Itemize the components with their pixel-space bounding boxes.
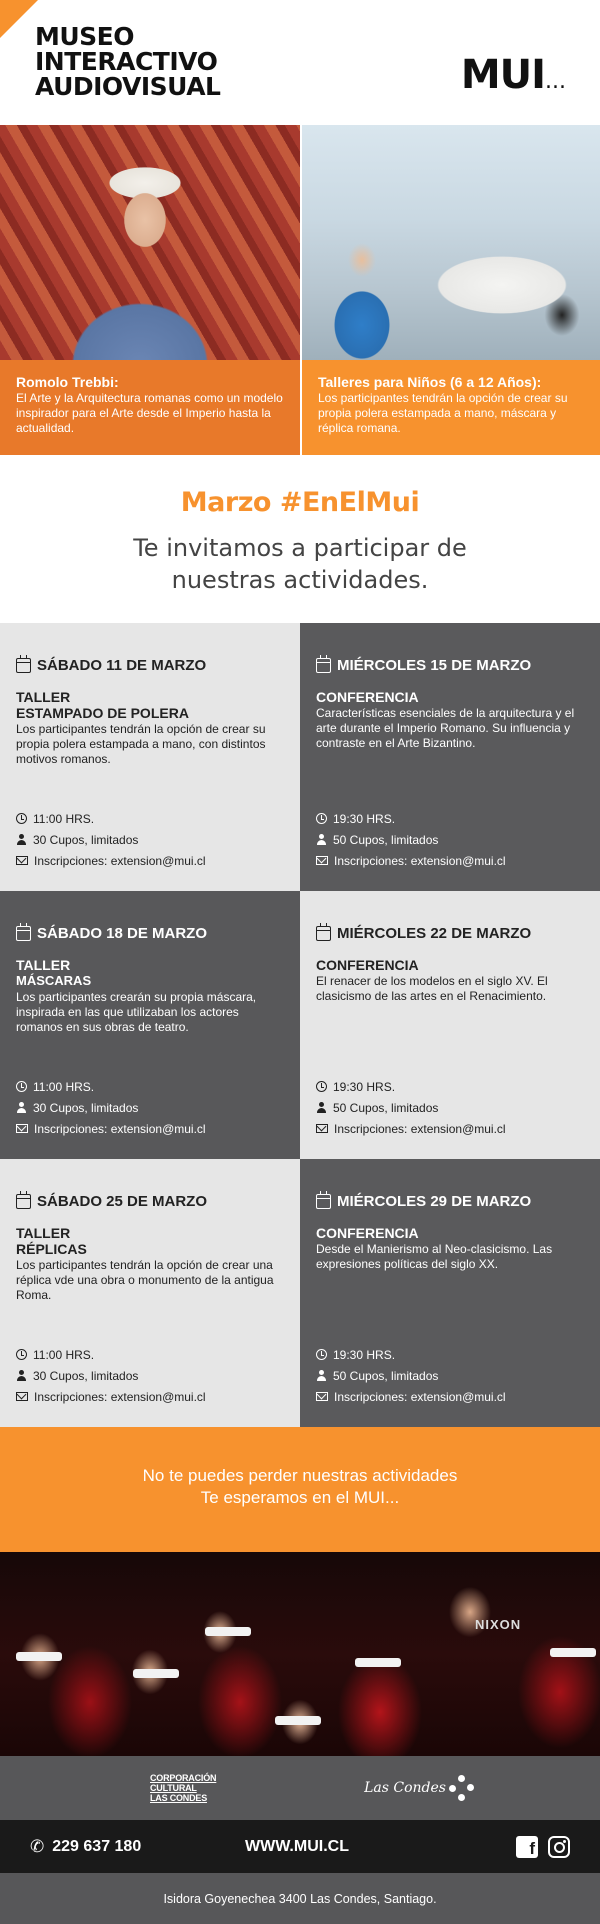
- event-contact[interactable]: Inscripciones: extension@mui.cl: [34, 1121, 206, 1136]
- mail-icon: [316, 856, 328, 865]
- sponsors-bar: [0, 1756, 600, 1820]
- event-date: [16, 925, 284, 942]
- calendar-icon: [16, 658, 31, 673]
- event-card: [0, 891, 300, 1159]
- event-description: Los participantes tendrán la opción de crear una réplica vde una obra o monumento de la antigua Roma.: [16, 1258, 274, 1302]
- banner-line-2: Te esperamos en el MUI...: [200, 1488, 400, 1507]
- event-card: [300, 623, 600, 891]
- event-capacity: 50 Cupos, limitados: [333, 1100, 439, 1115]
- event-time: 19:30 HRS.: [333, 1347, 396, 1362]
- feature-talleres-ninos[interactable]: [300, 125, 600, 455]
- event-date: [16, 1193, 284, 1210]
- corp-line-2: CULTURAL: [150, 1783, 197, 1793]
- event-contact[interactable]: Inscripciones: extension@mui.cl: [334, 853, 506, 868]
- event-capacity: 50 Cupos, limitados: [333, 832, 439, 847]
- event-meta: [316, 1076, 506, 1139]
- footer-address: Isidora Goyenechea 3400 Las Condes, Santiago.: [163, 1892, 437, 1906]
- romolo-trebbi-photo: [0, 125, 300, 360]
- event-description: Desde el Manierismo al Neo-clasicismo. Las expresiones políticas del siglo XX.: [316, 1242, 553, 1271]
- feature-title: Romolo Trebbi:: [16, 374, 119, 390]
- event-type: TALLER: [16, 957, 71, 973]
- corner-accent: [0, 0, 38, 38]
- event-meta: [316, 808, 506, 871]
- user-icon: [316, 1370, 327, 1381]
- event-date-text: MIÉRCOLES 15 DE MARZO: [337, 657, 532, 674]
- contact-bar: [0, 1820, 600, 1873]
- header: [0, 0, 600, 125]
- facebook-icon[interactable]: f: [516, 1836, 538, 1858]
- events-grid: [0, 623, 600, 1427]
- user-icon: [16, 1370, 27, 1381]
- event-type: TALLER: [16, 1225, 71, 1241]
- calendar-icon: [316, 1194, 331, 1209]
- event-card: [300, 891, 600, 1159]
- logo-line-2: INTERACTIVO: [35, 47, 218, 76]
- user-icon: [16, 834, 27, 845]
- intro: [0, 455, 600, 623]
- clock-icon: [16, 813, 27, 824]
- event-date: [316, 1193, 584, 1210]
- clock-icon: [16, 1349, 27, 1360]
- event-meta: [16, 808, 206, 871]
- mail-icon: [16, 1124, 28, 1133]
- 3d-glasses: [550, 1648, 596, 1657]
- event-date-text: SÁBADO 25 DE MARZO: [37, 1193, 208, 1210]
- clock-icon: [316, 813, 327, 824]
- feature-caption: [0, 360, 300, 455]
- event-card: [300, 1159, 600, 1427]
- feature-text: Los participantes tendrán la opción de crear su propia polera estampada a mano, máscara y réplica romana.: [318, 391, 568, 435]
- calendar-icon: [316, 658, 331, 673]
- event-card: [0, 1159, 300, 1427]
- event-date-text: MIÉRCOLES 22 DE MARZO: [337, 925, 532, 942]
- website-link[interactable]: WWW.MUI.CL: [245, 1837, 349, 1855]
- 3d-glasses: [16, 1652, 62, 1661]
- phone-icon: ✆: [30, 1836, 45, 1856]
- mui-logo[interactable]: [461, 52, 566, 98]
- footer: [0, 1873, 600, 1924]
- las-condes-text: Las Condes: [364, 1780, 446, 1796]
- mail-icon: [316, 1392, 328, 1401]
- corp-line-1: CORPORACIÓN: [150, 1773, 217, 1783]
- event-time: 11:00 HRS.: [33, 1079, 95, 1094]
- mui-logo-dots: ...: [545, 69, 566, 94]
- event-subtitle: MÁSCARAS: [16, 973, 92, 988]
- event-contact[interactable]: Inscripciones: extension@mui.cl: [34, 1389, 206, 1404]
- event-date: [316, 657, 584, 674]
- las-condes-logo[interactable]: [364, 1775, 475, 1801]
- 3d-glasses: [355, 1658, 401, 1667]
- mui-logo-text: MUI: [460, 52, 546, 98]
- corporacion-cultural-logo[interactable]: [150, 1773, 216, 1803]
- molecule-icon: [449, 1775, 475, 1801]
- shirt-print: NIXON: [475, 1617, 522, 1632]
- event-description: Los participantes tendrán la opción de crear su propia polera estampada a mano, con distintos motivos romanos.: [16, 722, 266, 766]
- event-subtitle: RÉPLICAS: [16, 1241, 87, 1257]
- event-time: 11:00 HRS.: [33, 811, 95, 826]
- calendar-icon: [316, 926, 331, 941]
- event-capacity: 30 Cupos, limitados: [33, 1368, 139, 1383]
- mail-icon: [316, 1124, 328, 1133]
- user-icon: [16, 1102, 27, 1113]
- phone-number: 229 637 180: [52, 1837, 142, 1855]
- event-contact[interactable]: Inscripciones: extension@mui.cl: [334, 1389, 506, 1404]
- logo-line-1: MUSEO: [35, 22, 135, 51]
- intro-line-1: Te invitamos a participar de: [133, 534, 467, 562]
- calendar-icon: [16, 1194, 31, 1209]
- event-time: 11:00 HRS.: [33, 1347, 95, 1362]
- event-description: El renacer de los modelos en el siglo XV. El clasicismo de las artes en el Renacimiento.: [316, 974, 548, 1003]
- event-card: [0, 623, 300, 891]
- event-date-text: SÁBADO 11 DE MARZO: [37, 657, 207, 674]
- social-links: [516, 1836, 570, 1858]
- 3d-glasses: [133, 1669, 179, 1678]
- event-capacity: 30 Cupos, limitados: [33, 1100, 139, 1115]
- event-meta: [316, 1344, 506, 1407]
- intro-title: Marzo #EnElMui: [180, 487, 420, 518]
- instagram-icon[interactable]: [548, 1836, 570, 1858]
- clock-icon: [16, 1081, 27, 1092]
- event-date: [16, 657, 284, 674]
- event-date-text: SÁBADO 18 DE MARZO: [37, 925, 208, 942]
- mail-icon: [16, 1392, 28, 1401]
- promo-banner: [0, 1427, 600, 1552]
- museum-logo[interactable]: [35, 24, 220, 99]
- logo-line-3: AUDIOVISUAL: [35, 72, 221, 101]
- feature-row: [0, 125, 600, 455]
- feature-text: El Arte y la Arquitectura romanas como un modelo inspirador para el Arte desde el Imperio hasta la actualidad.: [16, 391, 283, 435]
- feature-title: Talleres para Niños (6 a 12 Años):: [318, 374, 542, 390]
- event-description: Características esenciales de la arquitectura y el arte durante el Imperio Romano. Su influencia y contraste en el Arte Bizantino.: [316, 706, 575, 750]
- event-subtitle: ESTAMPADO DE POLERA: [16, 705, 189, 721]
- event-contact[interactable]: Inscripciones: extension@mui.cl: [34, 853, 206, 868]
- 3d-glasses: [205, 1627, 251, 1636]
- event-contact[interactable]: Inscripciones: extension@mui.cl: [334, 1121, 506, 1136]
- event-type: CONFERENCIA: [316, 689, 419, 705]
- cinema-audience-photo: [0, 1552, 600, 1756]
- event-meta: [16, 1344, 206, 1407]
- user-icon: [316, 834, 327, 845]
- feature-romolo-trebbi[interactable]: [0, 125, 300, 455]
- event-capacity: 30 Cupos, limitados: [33, 832, 139, 847]
- banner-line-1: No te puedes perder nuestras actividades: [142, 1466, 458, 1485]
- 3d-glasses: [275, 1716, 321, 1725]
- event-date-text: MIÉRCOLES 29 DE MARZO: [337, 1193, 532, 1210]
- corp-line-3: LAS CONDES: [150, 1793, 208, 1803]
- event-type: TALLER: [16, 689, 71, 705]
- event-capacity: 50 Cupos, limitados: [333, 1368, 439, 1383]
- event-type: CONFERENCIA: [316, 1225, 419, 1241]
- event-time: 19:30 HRS.: [333, 1079, 396, 1094]
- phone-link[interactable]: [30, 1837, 245, 1857]
- event-date: [316, 925, 584, 942]
- kids-workshop-photo: [302, 125, 600, 360]
- mail-icon: [16, 856, 28, 865]
- feature-caption: [302, 360, 600, 455]
- event-type: CONFERENCIA: [316, 957, 419, 973]
- intro-line-2: nuestras actividades.: [171, 566, 429, 594]
- event-time: 19:30 HRS.: [333, 811, 396, 826]
- clock-icon: [316, 1081, 327, 1092]
- calendar-icon: [16, 926, 31, 941]
- event-description: Los participantes crearán su propia máscara, inspirada en las que utilizaban los actores romanos en sus obras de teatro.: [16, 990, 257, 1034]
- clock-icon: [316, 1349, 327, 1360]
- user-icon: [316, 1102, 327, 1113]
- event-meta: [16, 1076, 206, 1139]
